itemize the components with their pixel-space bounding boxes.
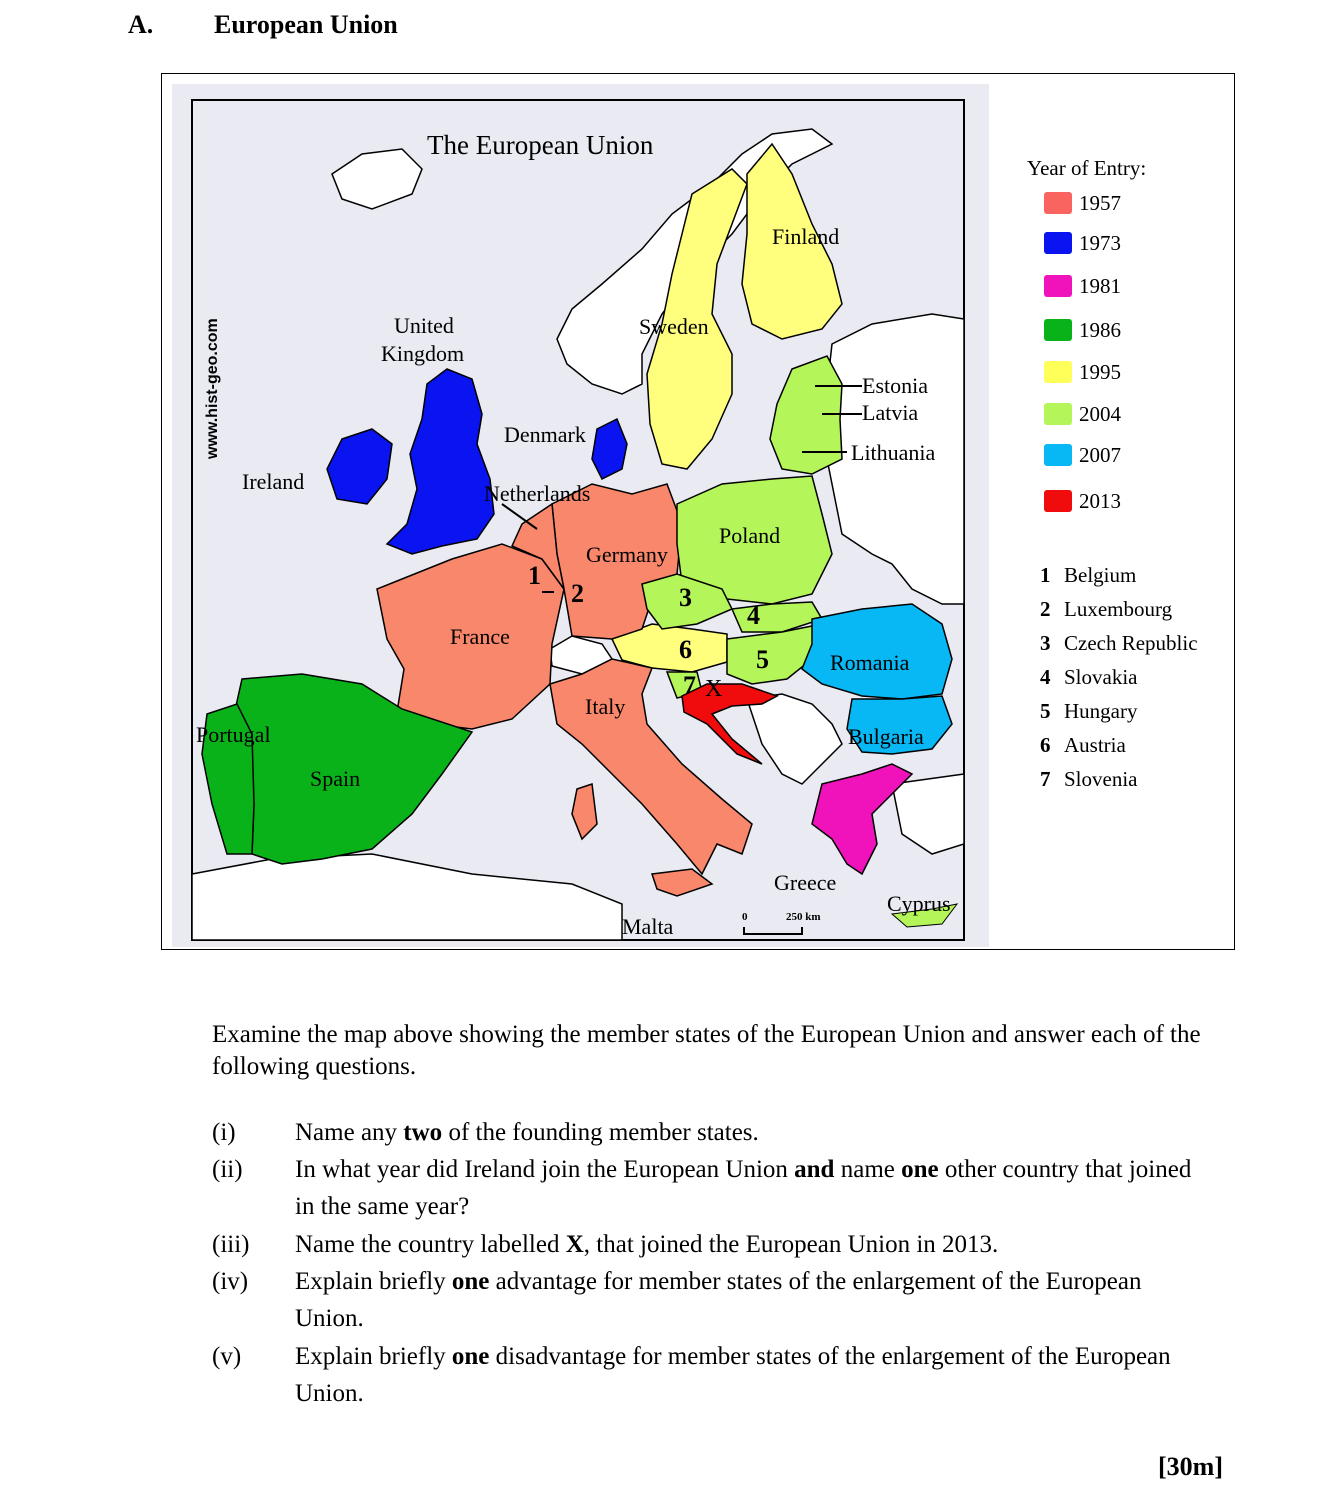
legend-year: 1995	[1079, 359, 1121, 384]
key-entry	[1040, 597, 1172, 622]
country-ireland	[327, 429, 392, 504]
scale-zero: 0	[742, 911, 748, 923]
key-number: 3	[1040, 631, 1051, 655]
legend-swatch	[1044, 319, 1072, 341]
question-text: Name the country labelled X, that joined the European Union in 2013.	[295, 1231, 999, 1258]
key-country: Austria	[1064, 733, 1126, 757]
label-estonia: Estonia	[862, 373, 928, 398]
legend-year: 2007	[1079, 442, 1121, 467]
label-uk-line1: United	[394, 313, 454, 338]
legend-year: 1981	[1079, 273, 1121, 298]
key-country: Luxembourg	[1064, 597, 1173, 621]
land-north-africa	[192, 854, 622, 940]
legend-swatch	[1044, 275, 1072, 297]
question-text: Name any two of the founding member states.	[295, 1119, 759, 1146]
label-num-2: 2	[571, 579, 584, 608]
legend-swatch	[1044, 403, 1072, 425]
scale-label: 250 km	[786, 911, 821, 923]
label-finland: Finland	[772, 224, 840, 249]
question-text: Explain briefly one disadvantage for member states of the enlargement of the European Union.	[295, 1343, 1171, 1407]
legend-year: 1986	[1079, 317, 1121, 342]
legend-swatch	[1044, 192, 1072, 214]
legend-entry-1957	[1044, 190, 1121, 216]
eu-map-svg	[172, 84, 989, 947]
label-num-6: 6	[679, 635, 692, 664]
legend-entry-1973	[1044, 230, 1121, 256]
label-malta: Malta	[622, 914, 674, 939]
legend-entry-2007	[1044, 442, 1121, 468]
key-number: 7	[1040, 767, 1051, 791]
question-number: (i)	[212, 1119, 236, 1146]
intro-text: Examine the map above showing the member states of the European Union and answer each of the following questions.	[212, 1021, 1201, 1080]
label-x: X	[705, 676, 723, 702]
key-number: 1	[1040, 563, 1051, 587]
key-entry	[1040, 631, 1198, 656]
label-greece: Greece	[774, 870, 837, 895]
legend-year: 1973	[1079, 230, 1121, 255]
section-heading	[128, 10, 398, 40]
key-number: 6	[1040, 733, 1051, 757]
label-num-5: 5	[756, 645, 769, 674]
label-netherlands: Netherlands	[484, 481, 591, 506]
key-entry	[1040, 665, 1138, 690]
label-ireland: Ireland	[242, 469, 305, 494]
land-iceland	[332, 149, 422, 209]
label-cyprus: Cyprus	[887, 891, 951, 916]
section-title: European Union	[214, 10, 398, 39]
key-country: Slovenia	[1064, 767, 1138, 791]
label-num-7: 7	[683, 671, 696, 700]
question-text: Explain briefly one advantage for member states of the enlargement of the European Union.	[295, 1268, 1142, 1332]
key-entry	[1040, 733, 1126, 758]
label-france: France	[450, 624, 510, 649]
key-number: 5	[1040, 699, 1051, 723]
section-letter: A.	[128, 10, 154, 39]
country-denmark	[592, 419, 627, 479]
map-title: The European Union	[427, 130, 654, 160]
label-sweden: Sweden	[639, 314, 709, 339]
legend-entry-1981	[1044, 273, 1121, 299]
label-romania: Romania	[830, 650, 910, 675]
eu-map	[172, 84, 989, 947]
country-uk	[387, 369, 494, 554]
legend-year: 2004	[1079, 401, 1121, 426]
key-entry	[1040, 767, 1138, 792]
label-num-4: 4	[747, 601, 760, 630]
legend-entry-1995	[1044, 359, 1121, 385]
land-turkey	[892, 774, 964, 854]
label-uk-line2: Kingdom	[381, 341, 465, 366]
legend-swatch	[1044, 490, 1072, 512]
label-germany: Germany	[586, 542, 668, 567]
label-poland: Poland	[719, 523, 781, 548]
marks-total: [30m]	[1158, 1452, 1223, 1481]
island-sardinia	[572, 784, 597, 839]
key-number: 4	[1040, 665, 1051, 689]
legend-entry-2004	[1044, 401, 1121, 427]
question-number: (iv)	[212, 1268, 249, 1295]
key-country: Belgium	[1064, 563, 1137, 587]
label-portugal: Portugal	[196, 722, 271, 747]
legend-swatch	[1044, 232, 1072, 254]
map-watermark: www.hist-geo.com	[204, 318, 221, 459]
legend-year: 1957	[1079, 190, 1121, 215]
legend-swatch	[1044, 444, 1072, 466]
legend-entry-2013	[1044, 488, 1121, 514]
question-text: In what year did Ireland join the European Union and name one other country that joined in the same year?	[295, 1156, 1192, 1220]
legend-entry-1986	[1044, 317, 1121, 343]
legend-title: Year of Entry:	[1027, 156, 1147, 180]
eu-map-figure	[161, 73, 1235, 950]
label-bulgaria: Bulgaria	[848, 724, 924, 749]
question-number: (v)	[212, 1343, 242, 1370]
legend-swatch	[1044, 361, 1072, 383]
label-lithuania: Lithuania	[851, 440, 936, 465]
label-denmark: Denmark	[504, 422, 586, 447]
key-entry	[1040, 699, 1137, 724]
question-number: (iii)	[212, 1231, 250, 1258]
key-country: Czech Republic	[1064, 631, 1198, 655]
question-number: (ii)	[212, 1156, 243, 1183]
legend-year: 2013	[1079, 488, 1121, 513]
key-country: Slovakia	[1064, 665, 1138, 689]
land-balkans	[747, 694, 842, 784]
key-entry	[1040, 563, 1136, 588]
country-greece	[812, 764, 912, 874]
label-spain: Spain	[310, 766, 361, 791]
scale-bar	[744, 927, 802, 934]
label-italy: Italy	[585, 694, 626, 719]
key-number: 2	[1040, 597, 1051, 621]
label-num-3: 3	[679, 583, 692, 612]
label-latvia: Latvia	[862, 400, 919, 425]
key-country: Hungary	[1064, 699, 1138, 723]
label-num-1: 1	[528, 561, 541, 590]
